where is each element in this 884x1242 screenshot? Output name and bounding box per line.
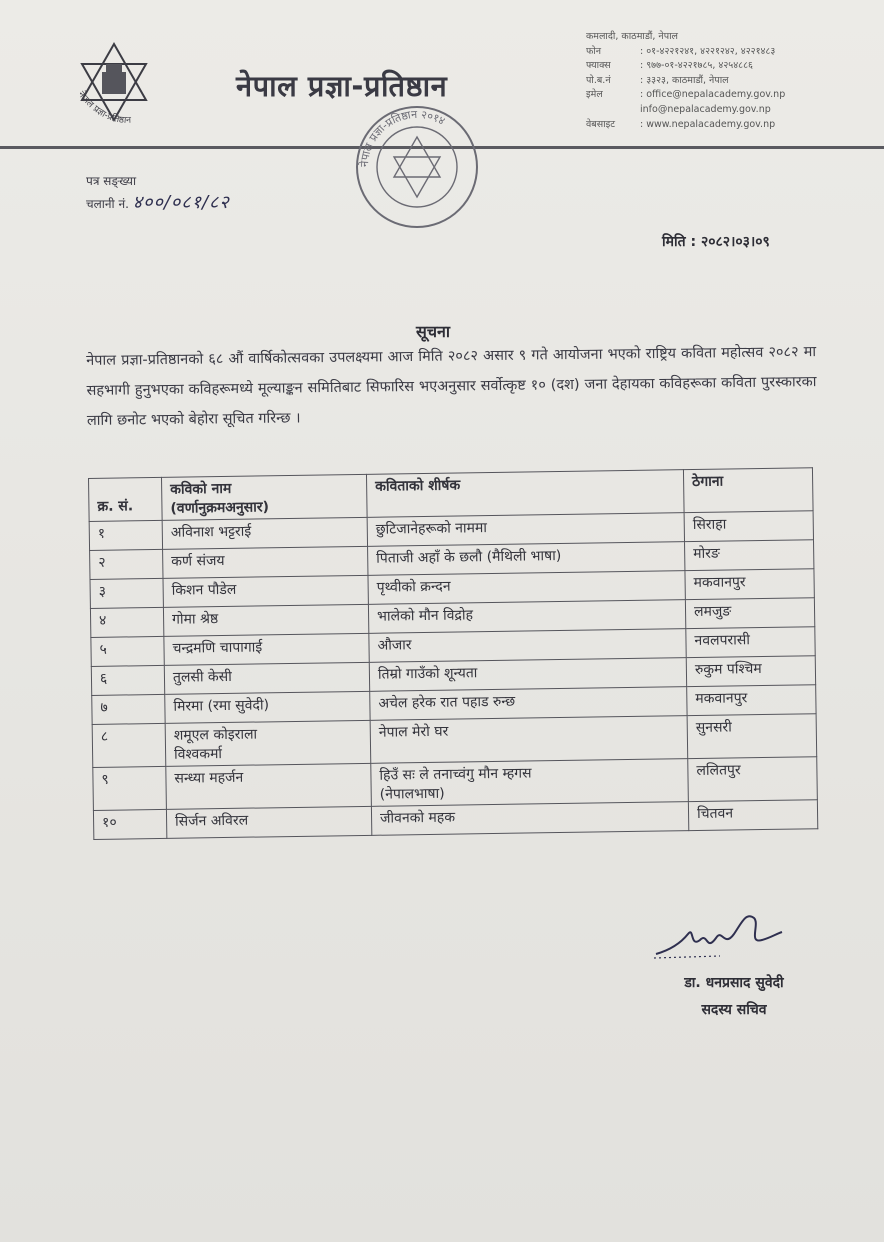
cell-sn: ३ — [90, 578, 163, 608]
signatory-designation: सदस्य सचिव — [701, 1002, 767, 1018]
notice-heading: सूचना — [416, 322, 451, 341]
contact-label: इमेल — [586, 89, 603, 101]
header-name-sub: (वर्णानुक्रमअनुसार) — [170, 499, 270, 517]
svg-text:नेपाल प्रज्ञा-प्रतिष्ठान — [76, 89, 133, 126]
cell-sn: ८ — [92, 723, 166, 767]
chalani-label: चलानी नं. — [86, 197, 129, 211]
cell-place: मोरङ — [685, 540, 814, 571]
cell-sn: ४ — [90, 607, 163, 637]
cell-place: चितवन — [688, 800, 817, 831]
cell-name: अविनाश भट्टराई — [162, 517, 367, 549]
header-sn: क्र. सं. — [89, 477, 163, 521]
pobox-value: : ३३२३, काठमाडौं, नेपाल — [640, 74, 729, 86]
cell-title: तिम्रो गाउँको शून्यता — [369, 658, 686, 692]
header-name: कविको नाम (वर्णानुक्रमअनुसार) — [161, 474, 367, 520]
official-stamp — [354, 104, 480, 230]
address: कमलादी, काठमाडौं, नेपाल — [586, 31, 678, 42]
notice-body: नेपाल प्रज्ञा-प्रतिष्ठानको ६८ औं वार्षिकोत्सवका उपलक्ष्यमा आज मिति २०८२ असार ९ गते आयोजना भएको राष्ट्रिय कविता महोत्सव २०८२ मा सहभागी हुनुभएका कविहरूमध्ये मूल्याङ्कन समितिबाट सिफारिस भएअनुसार सर्वोत्कृष्ट १० (दश) जना देहायका कविहरूका कविता पुरस्कारका लागि छनोट भएको बेहोरा सूचित गरिन्छ । — [86, 344, 817, 429]
contact-label — [586, 103, 640, 118]
cell-sn: ५ — [91, 636, 164, 666]
cell-name: गोमा श्रेष्ठ — [163, 604, 368, 636]
cell-place: मकवानपुर — [685, 569, 814, 600]
phone-value: : ०१-४२२१२४१, ४२२१२४२, ४२२१४८३ — [640, 45, 776, 57]
header-place: ठेगाना — [683, 468, 813, 513]
patra-label: पत्र सङ्ख्या — [86, 174, 137, 188]
cell-place: मकवानपुर — [687, 685, 816, 716]
organization-title: नेपाल प्रज्ञा-प्रतिष्ठान — [236, 69, 448, 103]
cell-sn: १ — [89, 520, 162, 550]
letter-number-block — [86, 170, 230, 215]
cell-place: लमजुङ — [685, 598, 814, 629]
winners-table — [88, 467, 818, 840]
winners-table-wrapper — [88, 467, 818, 840]
cell-title: पिताजी अहाँ के छलौ (मैथिली भाषा) — [368, 542, 685, 576]
svg-text:नेपाल प्रज्ञा-प्रतिष्ठान २०१४ — [358, 108, 447, 167]
cell-sn: २ — [90, 549, 163, 579]
cell-place: नवलपरासी — [686, 627, 815, 658]
signatory-block — [664, 970, 804, 1024]
email-value: : office@nepalacademy.gov.np — [640, 89, 786, 101]
cell-sn: ६ — [91, 665, 164, 695]
handwritten-signature — [650, 904, 790, 964]
cell-sn: ७ — [92, 694, 165, 724]
website-value: : www.nepalacademy.gov.np — [640, 118, 776, 130]
cell-title: अचेल हरेक रात पहाड रुन्छ — [370, 687, 687, 721]
cell-title: छुटिजानेहरूको नाममा — [367, 513, 684, 547]
cell-name: चन्द्रमणि चापागाई — [164, 633, 369, 665]
chalani-number: ४००/०८१/८२ — [132, 192, 230, 213]
cell-place: ललितपुर — [688, 757, 818, 802]
email2-value: info@nepalacademy.gov.np — [640, 103, 771, 115]
cell-name: सिर्जन अविरल — [166, 806, 371, 838]
cell-place: सुनसरी — [687, 714, 817, 759]
nepal-academy-logo — [70, 38, 188, 138]
fax-value: : ९७७-०१-४२२१७८५, ४२५४८८६ — [640, 60, 753, 72]
contact-block — [586, 30, 785, 132]
header-title: कविताको शीर्षक — [366, 470, 684, 518]
cell-title: औजार — [369, 629, 686, 663]
cell-title: पृथ्वीको क्रन्दन — [368, 571, 685, 605]
cell-name: शमूएल कोइराला विश्वकर्मा — [165, 720, 371, 766]
cell-name: मिरमा (रमा सुवेदी) — [165, 691, 370, 723]
contact-label: फोन — [586, 45, 602, 57]
contact-label: वेबसाइट — [586, 118, 616, 130]
cell-name: सन्ध्या महर्जन — [166, 763, 372, 809]
contact-label: फ्याक्स — [586, 60, 611, 72]
date-line — [662, 232, 770, 251]
logo-text: नेपाल प्रज्ञा-प्रतिष्ठान — [75, 89, 132, 126]
cell-title: जीवनको महक — [371, 802, 688, 836]
cell-sn: ९ — [93, 766, 167, 810]
stamp-text: नेपाल प्रज्ञा-प्रतिष्ठान २०१४ — [357, 107, 448, 168]
cell-title: भालेको मौन विद्रोह — [368, 600, 685, 634]
contact-label: पो.ब.नं — [586, 74, 611, 86]
date-label: मिति : — [662, 234, 697, 250]
cell-place: रुकुम पश्चिम — [686, 656, 815, 687]
cell-sn: १० — [93, 809, 166, 839]
cell-name: कर्ण संजय — [163, 546, 368, 578]
cell-title: नेपाल मेरो घर — [370, 716, 688, 764]
cell-name: किशन पौडेल — [163, 575, 368, 607]
cell-name: तुलसी केसी — [164, 662, 369, 694]
signatory-name: डा. धनप्रसाद सुवेदी — [684, 975, 784, 991]
date-value: २०८२।०३।०९ — [700, 234, 770, 250]
cell-place: सिराहा — [684, 511, 813, 542]
cell-title: हिउँ सः ले तनाच्वंगु मौन म्हगस (नेपालभाषा) — [371, 759, 689, 807]
